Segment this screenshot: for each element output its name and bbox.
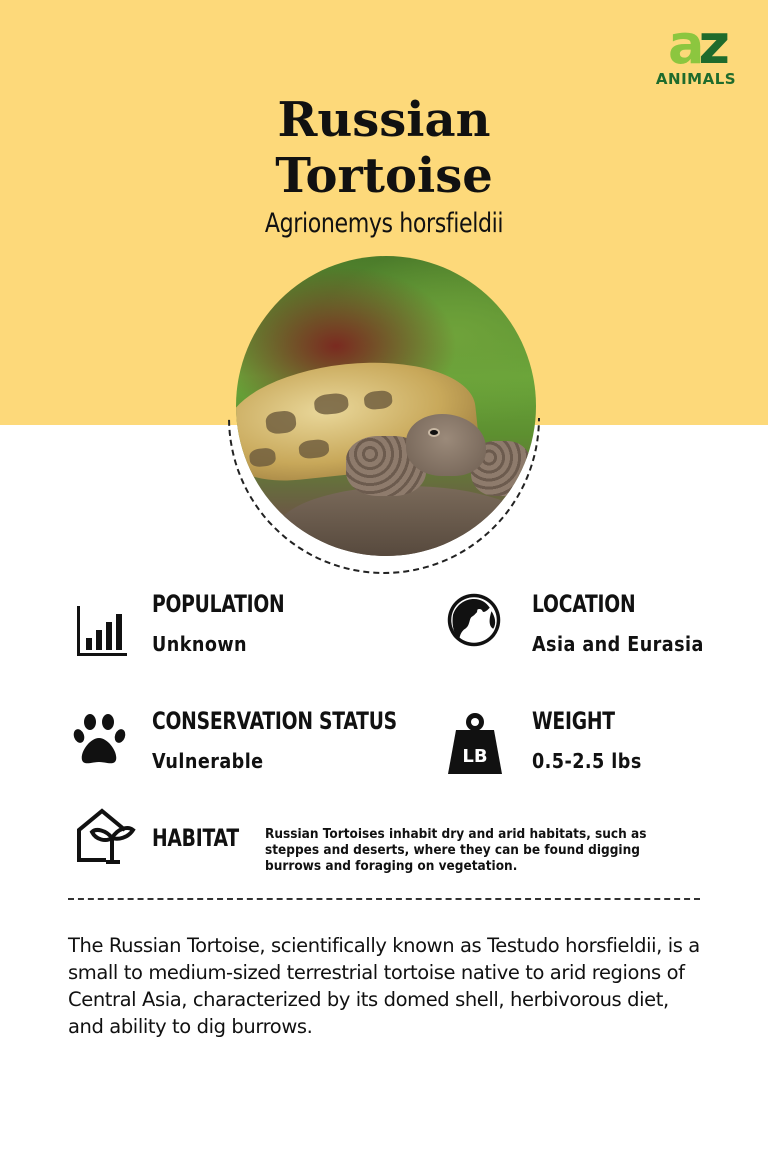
- title-line-2: Tortoise: [275, 148, 493, 204]
- az-animals-logo[interactable]: [648, 13, 744, 88]
- title-line-1: Russian: [277, 92, 491, 148]
- page-title: [0, 92, 768, 204]
- house-plant-icon: [76, 808, 136, 864]
- habitat-label: HABITAT: [152, 824, 239, 852]
- population-label: POPULATION: [152, 590, 285, 618]
- description-paragraph: The Russian Tortoise, scientifically known as Testudo horsfieldii, is a small to medium-sized terrestrial tortoise native to arid regions of Central Asia, characterized by its domed shell, herbivorous diet, and ability to dig burrows.: [68, 934, 700, 1038]
- population-value: Unknown: [152, 632, 248, 656]
- logo-text: ANIMALS: [655, 70, 737, 88]
- location-value: Asia and Eurasia: [532, 632, 704, 656]
- globe-icon: [446, 592, 502, 648]
- weight-label: WEIGHT: [532, 707, 615, 735]
- svg-text:LB: LB: [462, 746, 488, 767]
- paw-icon: [72, 712, 128, 768]
- location-label: LOCATION: [532, 590, 636, 618]
- tortoise-photo: [236, 256, 536, 556]
- weight-value: 0.5-2.5 lbs: [532, 749, 642, 773]
- conservation-label: CONSERVATION STATUS: [152, 707, 397, 735]
- weight-lb-icon: [446, 712, 504, 776]
- logo-mark: az: [668, 13, 724, 76]
- conservation-value: Vulnerable: [152, 749, 264, 773]
- bar-chart-icon: [74, 602, 130, 658]
- photo-rock: [276, 486, 536, 556]
- scientific-name: Agrionemys horsfieldii: [264, 208, 504, 239]
- dashed-divider: [68, 898, 700, 900]
- photo-eye: [428, 428, 440, 437]
- habitat-text: Russian Tortoises inhabit dry and arid habitats, such as steppes and deserts, where they can be found digging burrows and foraging on vegetation.: [265, 826, 647, 874]
